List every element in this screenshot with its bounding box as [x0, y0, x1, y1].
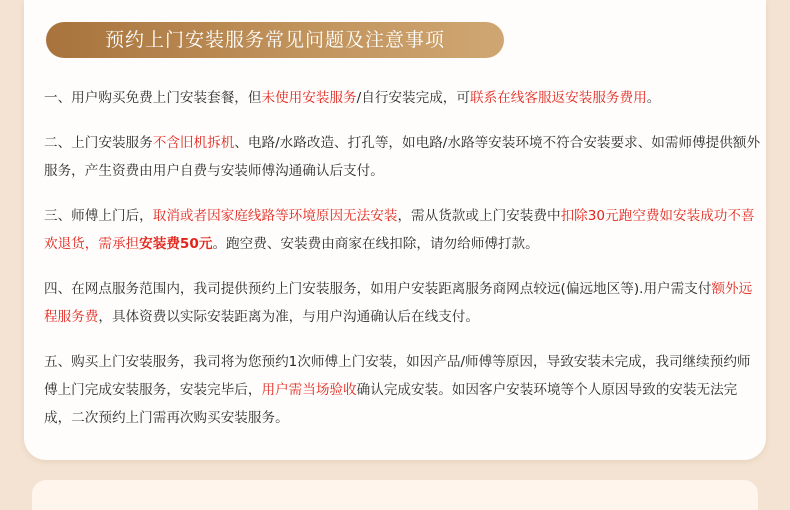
item-text: 四、在网点服务范围内，我司提供预约上门安装服务，如用户安装距离服务商网点较远(偏远地区等).用户需支付 [44, 281, 712, 297]
item-highlight: 未使用安装服务 [261, 90, 357, 106]
item-text: 三、师傅上门后， [44, 208, 153, 224]
item-text: 二、上门安装服务 [44, 135, 153, 151]
item-highlight: 取消或者因家庭线路等环境原因无法安装 [152, 208, 398, 224]
item-text: 、电路/水路改造、打孔等，如电路/水路等安装环境不符合安装要求、如需师傅提供额外服务，产生资费由用户自费与安装师傅沟通确认后支付。 [44, 135, 761, 179]
faq-item-5 [44, 348, 764, 432]
faq-item-2 [44, 129, 764, 185]
item-text: 确认完成安装。如因客户安装环境等个人原因导致的安装无法完成，二次预约上门需再次购买安装服务。 [44, 382, 738, 426]
item-text: ，具体资费以实际安装距离为准，与用户沟通确认后在线支付。 [98, 309, 479, 325]
item-highlight: 扣除30元跑空费如安装成功不喜欢退货，需承担 [44, 208, 755, 252]
faq-list [44, 84, 764, 432]
item-highlight: 用户需当场验收 [261, 382, 357, 398]
item-highlight: 不含旧机拆机 [152, 135, 235, 151]
faq-item-4 [44, 275, 764, 331]
item-text: ，需从货款或上门安装费中 [397, 208, 561, 224]
item-text: 一、用户购买免费上门安装套餐，但 [44, 90, 262, 106]
item-text: 五、购买上门安装服务，我司将为您预约1次师傅上门安装，如因产品/师傅等原因，导致安装未完成，我司继续预约师傅上门完成安装服务，安装完毕后， [44, 354, 751, 398]
faq-item-1 [44, 84, 764, 112]
next-card-edge [32, 480, 758, 510]
faq-item-3 [44, 202, 764, 258]
section-title: 预约上门安装服务常见问题及注意事项 [46, 22, 504, 58]
item-highlight-bold: 安装费50元 [139, 236, 213, 252]
item-highlight: 额外远程服务费 [44, 281, 753, 325]
item-text: 。 [646, 90, 661, 106]
item-highlight: 联系在线客服返安装服务费用 [470, 90, 647, 106]
item-text: /自行安装完成，可 [356, 90, 470, 106]
item-text: 。跑空费、安装费由商家在线扣除，请勿给师傅打款。 [212, 236, 539, 252]
